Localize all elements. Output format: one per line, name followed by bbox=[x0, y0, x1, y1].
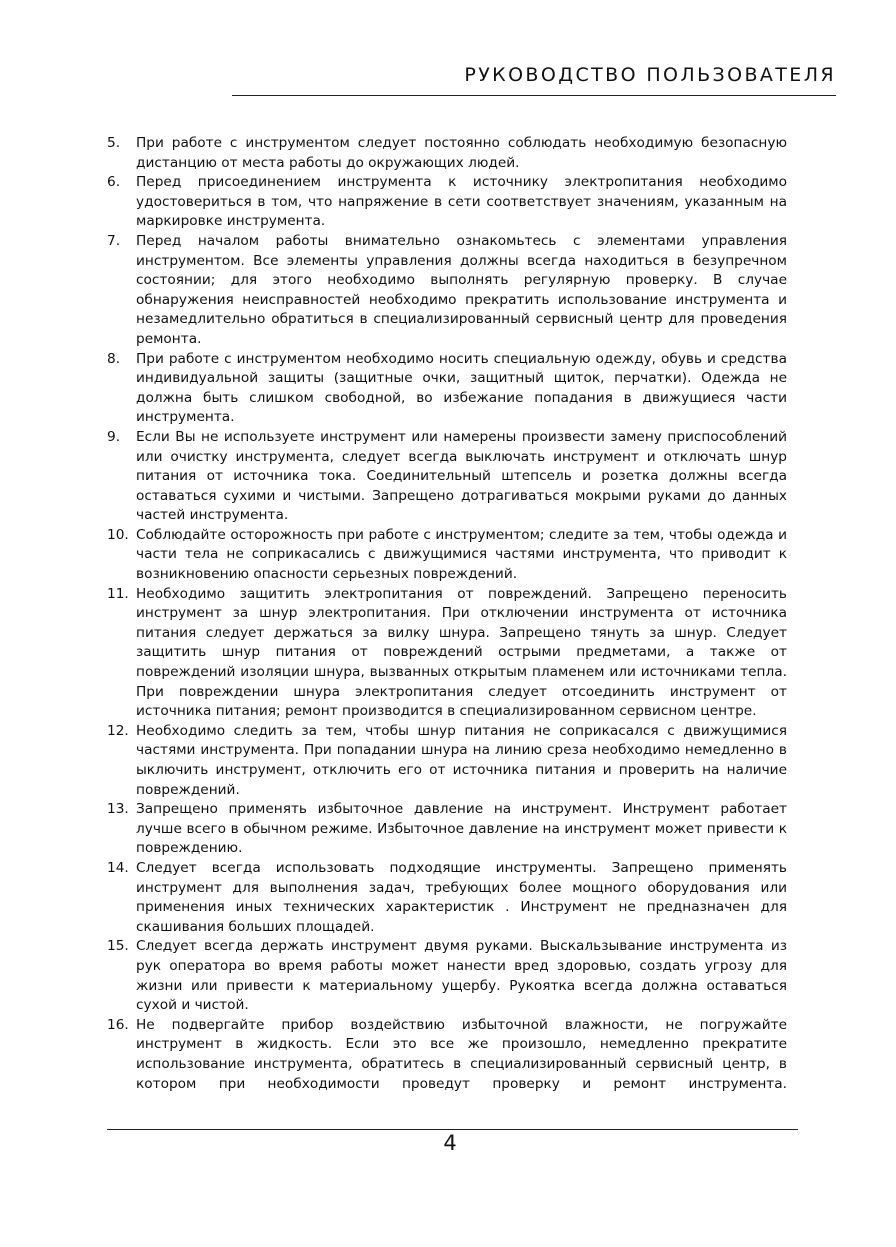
list-item bbox=[107, 800, 787, 859]
list-item bbox=[107, 585, 787, 722]
page-header-title: РУКОВОДСТВО ПОЛЬЗОВАТЕЛЯ bbox=[464, 64, 836, 86]
list-item bbox=[107, 526, 787, 585]
item-number: 13. bbox=[107, 801, 129, 818]
item-text: Перед присоединением инструмента к источнику электропитания необходимо удостовериться в том, что напряжение в сети соответствует значениям, указанным на маркировке инструмента. bbox=[136, 174, 787, 230]
item-number: 8. bbox=[107, 350, 121, 367]
item-text: Соблюдайте осторожность при работе с инструментом; следите за тем, чтобы одежда и части тела не соприкасались с движущимися частями инструмента, что приводит к возникновению опасности серьезных повреждений. bbox=[136, 526, 787, 583]
list-item bbox=[107, 232, 787, 350]
item-number: 5. bbox=[107, 135, 121, 151]
item-text: Следует всегда держать инструмент двумя руками. Выскальзывание инструмента из рук оператора во время работы может нанести вред здоровью, создать угрозу для жизни или привести к материальному ущербу. Рукоятка всегда должна оставаться сухой и чистой. bbox=[136, 938, 787, 1014]
list-item bbox=[107, 428, 787, 526]
list-item bbox=[107, 134, 787, 173]
list-item bbox=[107, 350, 787, 428]
item-text: Следует всегда использовать подходящие инструменты. Запрещено применять инструмент для выполнения задач, требующих более мощного оборудования или применения иных технических характеристик . Инструмент не предназначен для скашивания больших площадей. bbox=[136, 859, 787, 935]
item-text: При работе с инструментом следует постоянно соблюдать необходимую безопасную дистанцию от места работы до окружающих людей. bbox=[136, 135, 787, 171]
item-number: 11. bbox=[107, 585, 129, 602]
list-item bbox=[107, 722, 787, 800]
item-number: 16. bbox=[107, 1016, 129, 1033]
list-item bbox=[107, 1016, 787, 1094]
item-number: 15. bbox=[107, 938, 129, 955]
item-text: Запрещено применять избыточное давление на инструмент. Инструмент работает лучше всего в обычном режиме. Избыточное давление на инструмент может привести к повреждению. bbox=[136, 801, 787, 857]
item-text: Необходимо следить за тем, чтобы шнур питания не соприкасался с движущимися частями инструмента. При попадании шнура на линию среза необходимо немедленно в ыключить инструмент, отключить его от источника питания и проверить на наличие повреждений. bbox=[136, 722, 787, 798]
item-number: 9. bbox=[107, 428, 121, 445]
item-text: При работе с инструментом необходимо носить специальную одежду, обувь и средства индивидуальной защиты (защитные очки, защитный щиток, перчатки). Одежда не должна быть слишком свободной, во избежание попадания в движущиеся части инструмента. bbox=[136, 350, 787, 426]
item-number: 12. bbox=[107, 722, 129, 739]
page-number: 4 bbox=[443, 1131, 457, 1155]
list-item bbox=[107, 859, 787, 937]
item-text: Перед началом работы внимательно ознакомьтесь с элементами управления инструментом. Все элементы управления должны всегда находиться в безупречном состоянии; для этого необходимо выполнять регулярную проверку. В случае обнаружения неисправностей необходимо прекратить использование инструмента и незамедлительно обратиться в специализированный сервисный центр для проведения ремонта. bbox=[136, 232, 787, 347]
list-item bbox=[107, 937, 787, 1015]
item-number: 14. bbox=[107, 859, 129, 876]
item-number: 10. bbox=[107, 526, 129, 543]
header-divider bbox=[232, 95, 836, 96]
list-item bbox=[107, 173, 787, 232]
item-number: 7. bbox=[107, 232, 121, 249]
item-text: Если Вы не используете инструмент или намерены произвести замену приспособлений или очистку инструмента, следует всегда выключать инструмент и отключать шнур питания от источника тока. Соединительный штепсель и розетка должны всегда оставаться сухими и чистыми. Запрещено дотрагиваться мокрыми руками до данных частей инструмента. bbox=[136, 428, 787, 524]
item-text: Не подвергайте прибор воздействию избыточной влажности, не погружайте инструмент в жидкость. Если это все же произошло, немедленно прекратите использование инструмента, обратитесь в специализированный сервисный центр, в котором при необходимости проведут проверку и ремонт инструмента. bbox=[136, 1016, 787, 1092]
item-number: 6. bbox=[107, 174, 121, 191]
safety-instructions-list bbox=[107, 134, 787, 1094]
item-text: Необходимо защитить электропитания от повреждений. Запрещено переносить инструмент за шнур электропитания. При отключении инструмента от источника питания следует держаться за вилку шнура. Запрещено тянуть за шнур. Следует защитить шнур питания от повреждений острыми предметами, а также от повреждений изоляции шнура, вызванных открытым пламенем или источниками тепла. При повреждении шнура электропитания следует отсоединить инструмент от источника питания; ремонт производится в специализированном сервисном центре. bbox=[136, 585, 787, 720]
